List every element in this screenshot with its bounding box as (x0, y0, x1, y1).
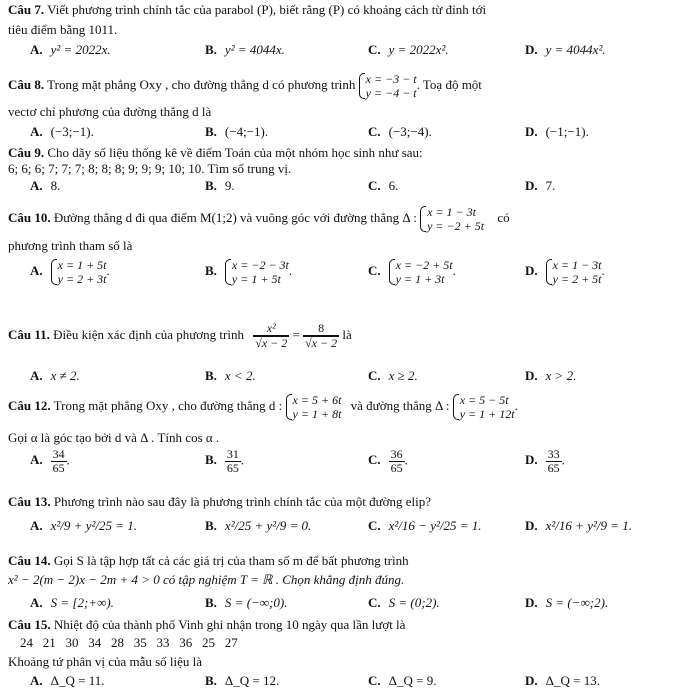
q7-option-c[interactable]: C. y = 2022x². (368, 42, 449, 57)
q14-option-a[interactable]: A. S = [2;+∞). (30, 595, 114, 610)
q9-option-a[interactable]: A. 8. (30, 178, 61, 193)
q11-fraction-right: $\frac{8}{√x - 2}$ (305, 321, 338, 350)
q10-system: x = 1 − 3t y = −2 + 5t (420, 205, 484, 233)
q9-option-c[interactable]: C. 6. (368, 178, 399, 193)
q10-option-a[interactable]: A. x = 1 + 5t y = 2 + 3t. (30, 258, 110, 286)
q12-stem-2: Gọi α là góc tạo bởi d và Δ . Tính cos α . (8, 430, 220, 445)
q7-stem: Câu 7. Viết phương trình chính tắc của parabol (P), biết rằng (P) có khoảng cách từ đỉnh tới (8, 2, 487, 17)
q7-option-d[interactable]: D. y = 4044x². (525, 42, 606, 57)
q12-stem: Câu 12. Trong mặt phẳng Oxy , cho đường thẳng d : x = 5 + 6t y = 1 + 8t và đường thẳng Δ : x = 5 − 5t y = 1 + 12t. (8, 393, 518, 421)
q12-option-c[interactable]: C. $\frac{36}{65}$ . (368, 447, 408, 475)
q7-option-b[interactable]: B. y² = 4044x. (205, 42, 285, 57)
q10-option-b[interactable]: B. x = −2 − 3t y = 1 + 5t. (205, 258, 293, 286)
q8-option-d[interactable]: D. (−1;−1). (525, 124, 589, 139)
q15-option-d[interactable]: D. Δ_Q = 13. (525, 673, 600, 688)
q15-option-b[interactable]: B. Δ_Q = 12. (205, 673, 280, 688)
q10-option-c[interactable]: C. x = −2 + 5t y = 1 + 3t. (368, 258, 456, 286)
q13-stem: Câu 13. Phương trình nào sau đây là phương trình chính tắc của một đường elip? (8, 494, 432, 509)
q12-option-b[interactable]: B. $\frac{31}{65}$ . (205, 447, 245, 475)
q13-option-a[interactable]: A. x²/9 + y²/25 = 1. (30, 518, 137, 533)
q15-data: 24 21 30 34 28 35 33 36 25 27 (20, 635, 238, 650)
q8-option-b[interactable]: B. (−4;−1). (205, 124, 269, 139)
q15-option-a[interactable]: A. Δ_Q = 11. (30, 673, 105, 688)
q8-stem-2: vectơ chỉ phương của đường thẳng d là (8, 104, 212, 119)
q10-option-d[interactable]: D. x = 1 − 3t y = 2 + 5t. (525, 258, 605, 286)
q14-option-c[interactable]: C. S = (0;2). (368, 595, 440, 610)
q10-stem: Câu 10. Đường thẳng d đi qua điểm M(1;2) và vuông góc với đường thẳng Δ : x = 1 − 3t y = −2 + 5t có (8, 205, 510, 233)
q15-stem-2: Khoảng tứ phân vị của mẫu số liệu là (8, 654, 203, 669)
q11-stem: Câu 11. Điều kiện xác định của phương trình $\frac{\text{x²}}{√x - 2}$ = $\frac{8}{√x - 2}$ là (8, 321, 352, 350)
q13-option-c[interactable]: C. x²/16 − y²/25 = 1. (368, 518, 482, 533)
q14-stem-2: x² − 2(m − 2)x − 2m + 4 > 0 có tập nghiệm T = ℝ . Chọn khẳng định đúng. (8, 572, 405, 587)
q11-option-a[interactable]: A. x ≠ 2. (30, 368, 80, 383)
q8-stem: Câu 8. Trong mặt phẳng Oxy , cho đường thẳng d có phương trình x = −3 − t y = −4 − t. Toạ độ một (8, 72, 482, 100)
q11-option-c[interactable]: C. x ≥ 2. (368, 368, 418, 383)
q9-option-b[interactable]: B. 9. (205, 178, 235, 193)
q8-option-a[interactable]: A. (−3;−1). (30, 124, 94, 139)
q9-option-d[interactable]: D. 7. (525, 178, 556, 193)
q8-option-c[interactable]: C. (−3;−4). (368, 124, 432, 139)
q11-option-b[interactable]: B. x < 2. (205, 368, 256, 383)
q14-stem: Câu 14. Gọi S là tập hợp tất cả các giá trị của tham số m để bất phương trình (8, 553, 409, 568)
q12-option-a[interactable]: A. $\frac{34}{65}$ . (30, 447, 70, 475)
q12-option-d[interactable]: D. $\frac{33}{65}$ . (525, 447, 565, 475)
q10-stem-2: phương trình tham số là (8, 238, 133, 253)
q15-stem: Câu 15. Nhiệt độ của thành phố Vinh ghi nhận trong 10 ngày qua lần lượt là (8, 617, 406, 632)
q11-fraction-left: $\frac{\text{x²}}{√x - 2}$ (255, 321, 288, 350)
q12-system-d: x = 5 + 6t y = 1 + 8t (286, 393, 342, 421)
q8-system: x = −3 − t y = −4 − t (359, 72, 417, 100)
q13-option-b[interactable]: B. x²/25 + y²/9 = 0. (205, 518, 312, 533)
q9-stem: Câu 9. Cho dãy số liệu thống kê về điểm Toán của một nhóm học sinh như sau: (8, 145, 423, 160)
q7-stem-2: tiêu điểm bằng 1011. (8, 22, 118, 37)
q13-option-d[interactable]: D. x²/16 + y²/9 = 1. (525, 518, 632, 533)
q15-option-c[interactable]: C. Δ_Q = 9. (368, 673, 437, 688)
q14-option-b[interactable]: B. S = (−∞;0). (205, 595, 288, 610)
q14-option-d[interactable]: D. S = (−∞;2). (525, 595, 609, 610)
q7-option-a[interactable]: A. y² = 2022x. (30, 42, 111, 57)
q11-option-d[interactable]: D. x > 2. (525, 368, 577, 383)
q9-data: 6; 6; 6; 7; 7; 7; 8; 8; 8; 9; 9; 9; 10; 10. Tìm số trung vị. (8, 161, 292, 176)
q12-system-delta: x = 5 − 5t y = 1 + 12t (453, 393, 515, 421)
